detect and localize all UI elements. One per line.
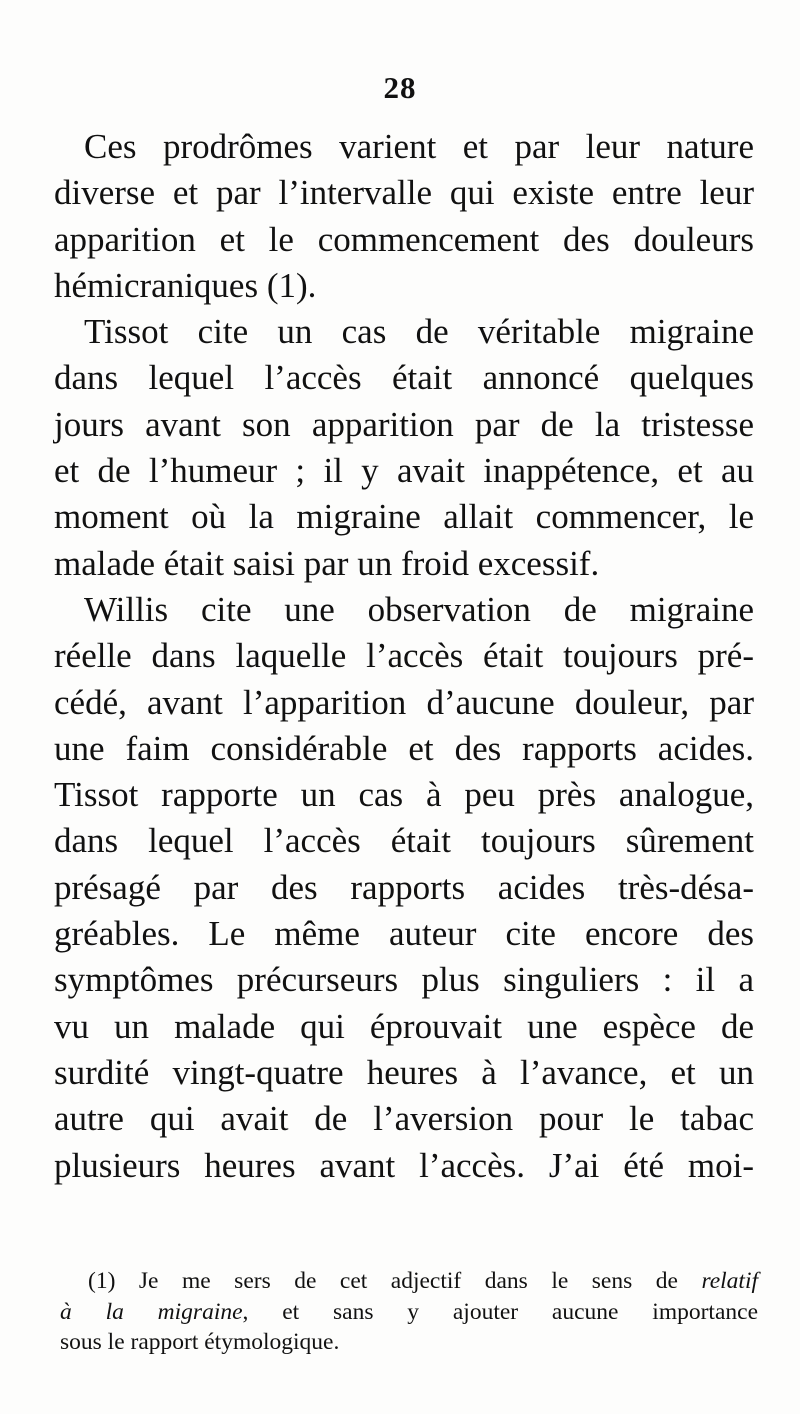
body-line: hémicraniques (1). (54, 265, 317, 305)
body-line: plusieurs heures avant l’accès. J’ai été moi- (54, 1145, 754, 1185)
body-line: Ces prodrômes varient et par leur nature (84, 127, 754, 166)
footnote-italic-2: à la migraine (60, 1298, 243, 1325)
footnote-italic-1: relatif (701, 1268, 759, 1294)
body-line: symptômes précurseurs plus singuliers : il a (54, 960, 754, 1000)
body-line: dans lequel l’accès était toujours sûrement (54, 821, 754, 861)
body-line: Willis cite une observation de migraine (84, 589, 754, 629)
body-line: autre qui avait de l’aversion pour le tabac (54, 1099, 754, 1139)
footnote-text-2: , et sans y ajouter aucune importance (242, 1298, 758, 1325)
body-line: dans lequel l’accès était annoncé quelques (54, 358, 754, 398)
footnote-line-1 (60, 1266, 758, 1297)
body-line: Tissot cite un cas de véritable migraine (84, 312, 754, 352)
body-line: Tissot rapporte un cas à peu près analogue, (54, 775, 754, 815)
body-line: jours avant son apparition par de la tristesse (54, 404, 754, 444)
body-line: diverse et par l’intervalle qui existe entre leur (54, 173, 754, 213)
body-text (54, 124, 754, 1189)
footnote-marker: (1) (88, 1268, 116, 1294)
footnote (60, 1266, 758, 1358)
body-line: présagé par des rapports acides très-désa- (54, 867, 754, 907)
footnote-line-3: sous le rapport étymologique. (60, 1329, 340, 1355)
body-line: gréables. Le même auteur cite encore des (54, 914, 754, 954)
body-line: réelle dans laquelle l’accès était toujours pré- (54, 636, 754, 676)
body-line: surdité vingt-quatre heures à l’avance, et un (54, 1052, 754, 1092)
body-line: cédé, avant l’apparition d’aucune douleur, par (54, 682, 754, 722)
body-line: apparition et le commencement des douleurs (54, 219, 754, 259)
page-number: 28 (383, 70, 417, 105)
footnote-text-1: Je me sers de cet adjectif dans le sens de (138, 1268, 678, 1294)
body-line: moment où la migraine allait commencer, le (54, 497, 754, 537)
body-line: vu un malade qui éprouvait une espèce de (54, 1006, 754, 1046)
body-line: malade était saisi par un froid excessif. (54, 543, 600, 583)
body-line: et de l’humeur ; il y avait inappétence, et au (54, 451, 754, 491)
body-line: une faim considérable et des rapports acides. (54, 728, 754, 768)
footnote-line-2 (60, 1297, 758, 1328)
